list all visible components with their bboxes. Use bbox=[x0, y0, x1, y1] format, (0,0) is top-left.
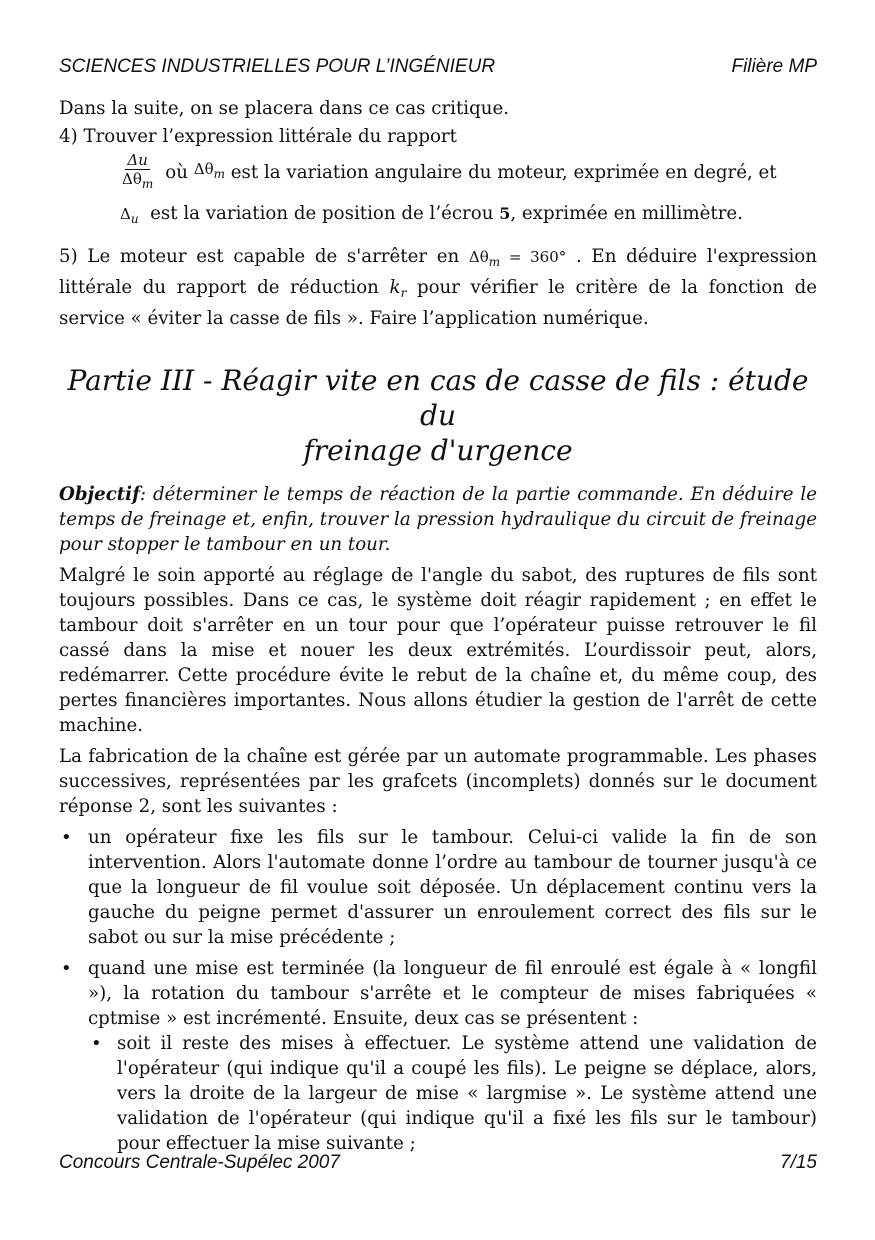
section-title bbox=[59, 363, 817, 468]
list-item-text: quand une mise est terminée (la longueur de fil enroulé est égale à « longfil »), la rotation du tambour s'arrête et le compteur de mises fabriquées « cptmise » est incrémenté. Ensuite, deux cas se présentent : bbox=[88, 958, 817, 1029]
question-5 bbox=[59, 244, 817, 331]
page-header bbox=[59, 56, 817, 80]
delta-theta-360: $\Delta\theta_m = 360^\circ$ bbox=[468, 248, 567, 269]
question-4 bbox=[59, 124, 817, 149]
nut-number: 5 bbox=[499, 204, 511, 223]
sub-list-item: • soit il reste des mises à effectuer. Le système attend une validation de l'opérateur (qui indique qu'il a coupé les fils). Le peigne se déplace, alors, vers la droite de la largeur de mise « largmise ». Le système attend une validation de l'opérateur (qui indique qu'il a fixé les fils sur le tambour) pour effectuer la mise suivante ; bbox=[59, 1031, 817, 1156]
question-5-part1: 5) Le moteur est capable de s'arrêter en bbox=[59, 246, 460, 267]
paragraph-2: La fabrication de la chaîne est gérée par un automate programmable. Les phases successives, représentées par les grafcets (incomplets) donnés sur le document réponse 2, sont les suivantes : bbox=[59, 746, 817, 817]
fraction-numerator: Δu bbox=[127, 151, 148, 169]
question-4-formula-row bbox=[59, 151, 817, 193]
objective-label: Objectif bbox=[59, 484, 140, 505]
page-footer bbox=[59, 1152, 817, 1176]
section-title-line2: freinage d'urgence bbox=[303, 434, 573, 467]
footer-page-number: 7/15 bbox=[780, 1152, 817, 1173]
footer-contest: Concours Centrale-Supélec 2007 bbox=[59, 1152, 340, 1173]
question-4-line: 4) Trouver l’expression littérale du rapport bbox=[59, 126, 457, 147]
objective-text: : déterminer le temps de réaction de la partie commande. En déduire le temps de freinage et, enfin, trouver la pression hydraulique du circuit de freinage pour stopper le tambour en un tour. bbox=[59, 484, 817, 555]
page-content bbox=[59, 96, 817, 1162]
question-5-part3: pour vérifier le critère de la fonction de service « éviter la casse de fils ». Faire l’application numérique. bbox=[59, 277, 817, 329]
delta-theta-symbol: $\Delta\theta_m$ bbox=[193, 160, 225, 181]
position-variation-text: est la variation de position de l’écrou bbox=[150, 203, 494, 224]
kr-symbol: $k_r$ bbox=[389, 277, 407, 300]
phase-list bbox=[59, 825, 817, 1156]
paragraph-1: Malgré le soin apporté au réglage de l'angle du sabot, des ruptures de fils sont toujours possibles. Dans ce cas, le système doit réagir rapidement ; en effet le tambour doit s'arrêter en un tour pour que l’opérateur puisse retrouver le fil cassé dans la mise et nouer les deux extrémités. L’ourdissoir peut, alors, redémarrer. Cette procédure évite le rebut de la chaîne et, du même coup, des pertes financières importantes. Nous allons étudier la gestion de l'arrêt de cette machine. bbox=[59, 565, 817, 736]
ratio-fraction bbox=[120, 151, 155, 193]
position-unit-text: , exprimée en millimètre. bbox=[510, 203, 743, 224]
section-title-line1: Partie III - Réagir vite en cas de casse de fils : étude du bbox=[67, 364, 809, 432]
list-item: • un opérateur fixe les fils sur le tambour. Celui-ci valide la fin de son intervention. Alors l'automate donne l’ordre au tambour de tourner jusqu'à ce que la longueur de fil voulue soit déposée. Un déplacement continu vers la gauche du peigne permet d'assurer un enroulement correct des fils sur le sabot ou sur la mise précédente ; bbox=[59, 825, 817, 950]
fraction-denominator: $\Delta\theta_m$ bbox=[122, 170, 154, 191]
list-item bbox=[59, 956, 817, 1156]
angular-variation-text: est la variation angulaire du moteur, exprimée en degré, et bbox=[230, 161, 777, 183]
text-ou: où bbox=[165, 161, 188, 183]
question-4-second-line bbox=[59, 201, 817, 232]
header-track: Filière MP bbox=[731, 56, 817, 77]
objective bbox=[59, 482, 817, 557]
question-5-part2: . En déduire l'expression littérale du rapport de réduction bbox=[59, 246, 817, 298]
delta-u-symbol: $\Delta_u$ bbox=[120, 205, 139, 226]
intro-line: Dans la suite, on se placera dans ce cas critique. bbox=[59, 98, 509, 119]
sub-list bbox=[59, 1031, 817, 1156]
header-subject: SCIENCES INDUSTRIELLES POUR L’INGÉNIEUR bbox=[59, 56, 496, 77]
